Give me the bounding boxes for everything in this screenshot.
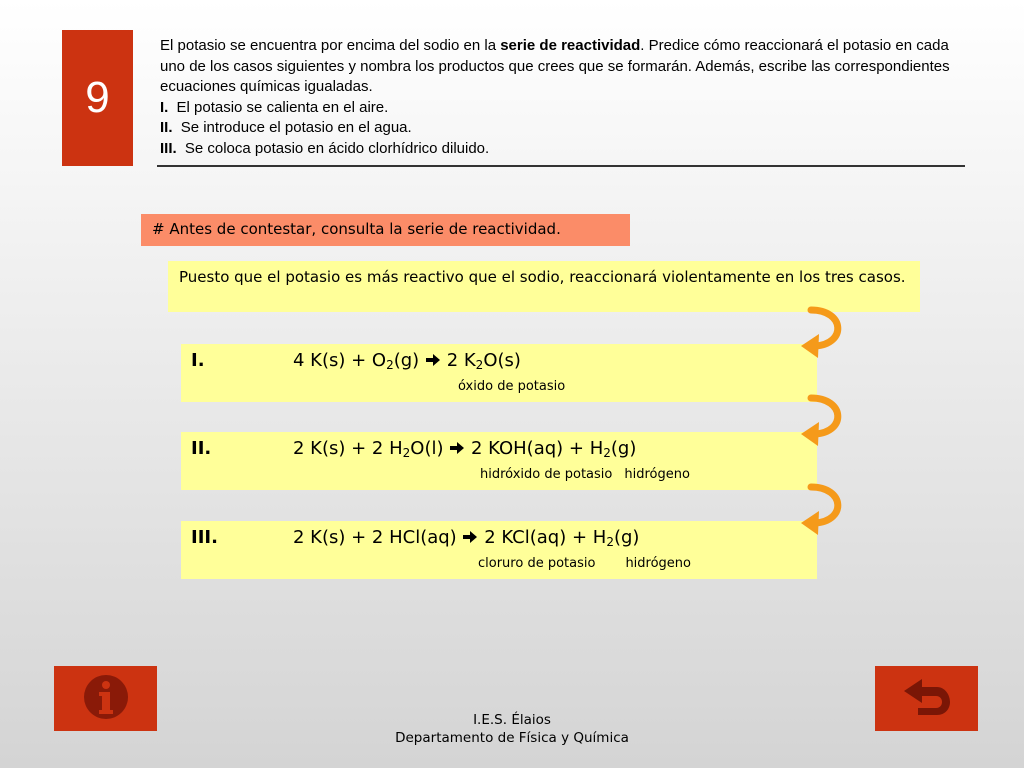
equation-roman: III. [191, 527, 218, 548]
curved-arrow-icon [797, 390, 847, 452]
equation-rhs: 2 KCl(aq) + H [484, 527, 607, 548]
equation-formula [293, 350, 521, 372]
product-name: óxido de potasio [458, 379, 566, 394]
question-intro-start: El potasio se encuentra por encima del sodio en la [160, 37, 501, 54]
product-name: cloruro de potasio [478, 556, 596, 571]
hint-box [141, 214, 630, 246]
product-name: hidróxido de potasio [480, 467, 613, 482]
product-name: hidrógeno [624, 467, 690, 482]
equation-lhs-sub: 2 [386, 358, 394, 372]
question-item-marker: I. [160, 98, 169, 116]
curved-arrow-icon [797, 479, 847, 541]
equation-formula [293, 527, 639, 549]
equation-rhs-sub: 2 [475, 358, 484, 372]
equation-rhs: 2 KOH(aq) + H [470, 438, 604, 459]
question-intro-end: . Predice cómo reaccionará el potasio en cada uno de los casos siguientes y nombra los productos que crees que se formarán. Además, escribe las correspondientes ecuaciones químicas igualadas. [160, 37, 950, 95]
product-names [480, 467, 690, 482]
equation-lhs: 2 K(s) + 2 HCl(aq) [293, 527, 457, 548]
hint-text: # Antes de contestar, consulta la serie de reactividad. [152, 220, 561, 238]
equation-lhs: 4 K(s) + O [293, 350, 387, 371]
product-names [478, 556, 691, 571]
equation-formula [293, 438, 636, 460]
equation-rhs-end: (g) [613, 527, 640, 548]
question-text [160, 36, 970, 159]
footer-school: I.E.S. Élaios [473, 712, 551, 728]
equation-rhs-sub: 2 [603, 446, 611, 460]
equation-lhs-end: O(l) [410, 438, 444, 459]
answer-intro-text: Puesto que el potasio es más reactivo que el sodio, reaccionará violentamente en los tres casos. [179, 268, 906, 286]
slide-number-badge [62, 30, 133, 166]
question-item-text: Se introduce el potasio en el agua. [180, 119, 412, 136]
footer-department: Departamento de Física y Química [395, 730, 629, 746]
curved-arrow-icon [797, 302, 847, 364]
question-item-text: Se coloca potasio en ácido clorhídrico diluido. [184, 139, 490, 157]
equation-rhs: 2 K [446, 350, 476, 371]
equation-box-2 [181, 432, 817, 490]
question-item-marker: III. [160, 139, 177, 157]
equation-lhs: 2 K(s) + 2 H [293, 438, 403, 459]
question-item-marker: II. [160, 119, 173, 136]
slide-number: 9 [85, 73, 110, 122]
right-arrow-icon [425, 350, 441, 371]
equation-roman: I. [191, 350, 205, 371]
right-arrow-icon [449, 438, 465, 459]
question-item-2 [160, 118, 970, 139]
equation-lhs-end: (g) [393, 350, 420, 371]
question-item-3 [160, 139, 970, 160]
product-names [458, 379, 565, 394]
question-intro [160, 36, 970, 98]
right-arrow-icon [462, 527, 478, 548]
equation-rhs-end: (g) [610, 438, 637, 459]
question-intro-bold: serie de reactividad [500, 37, 641, 54]
equation-roman: II. [191, 438, 212, 459]
equation-box-1 [181, 344, 817, 402]
equation-rhs-end: O(s) [483, 350, 521, 371]
equation-rhs-sub: 2 [606, 535, 614, 549]
question-item-1 [160, 98, 970, 119]
equation-box-3 [181, 521, 817, 579]
question-item-text: El potasio se calienta en el aire. [176, 98, 389, 116]
footer [0, 711, 1024, 747]
equation-lhs-sub: 2 [402, 446, 411, 460]
divider-line [157, 165, 965, 167]
product-name: hidrógeno [625, 556, 691, 571]
